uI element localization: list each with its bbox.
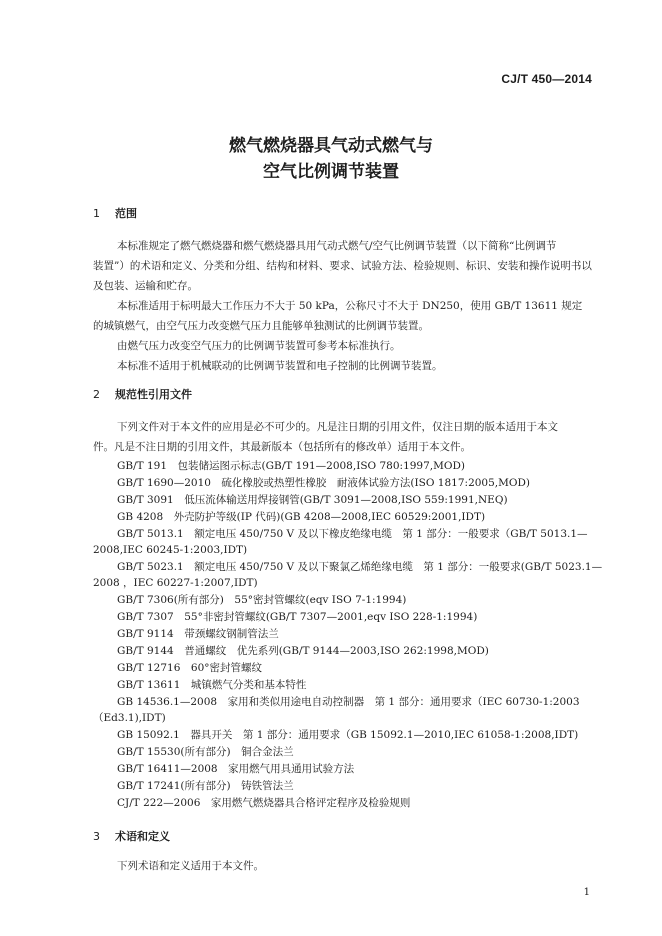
page-number: 1 <box>583 887 590 898</box>
scope-para-3: 由燃气压力改变空气压力的比例调节装置可参考本标准执行。 <box>117 340 401 352</box>
section-heading-scope <box>93 205 137 221</box>
section-number: 2 <box>93 388 100 401</box>
reference-line: GB/T 5023.1 额定电压 450/750 V 及以下聚氯乙烯绝缘电缆 第 1 部分：一般要求(GB/T 5023.1— <box>117 561 603 573</box>
scope-para-4: 本标准不适用于机械联动的比例调节装置和电子控制的比例调节装置。 <box>117 360 443 372</box>
reference-line: GB/T 5013.1 额定电压 450/750 V 及以下橡皮绝缘电缆 第 1 部分：一般要求（GB/T 5013.1— <box>117 528 588 540</box>
reference-line: GB/T 17241(所有部分) 铸铁管法兰 <box>117 780 294 792</box>
terms-intro: 下列术语和定义适用于本文件。 <box>117 860 264 872</box>
reference-line: GB/T 9114 带颈螺纹钢制管法兰 <box>117 628 279 640</box>
reference-line: GB/T 9144 普通螺纹 优先系列(GB/T 9144—2003,ISO 262:1998,MOD) <box>117 645 489 657</box>
reference-line: GB 15092.1 器具开关 第 1 部分：通用要求（GB 15092.1—2010,IEC 61058-1:2008,IDT) <box>117 729 579 741</box>
reference-line: GB/T 3091 低压流体输送用焊接钢管(GB/T 3091—2008,ISO 559:1991,NEQ) <box>117 494 508 506</box>
section-number: 3 <box>93 830 100 843</box>
section-heading-terms <box>93 828 170 844</box>
document-title <box>0 133 662 185</box>
reference-line-continued: （Ed3.1),IDT) <box>93 712 166 724</box>
title-line-1: 燃气燃烧器具气动式燃气与 <box>229 136 433 156</box>
reference-line: GB/T 7306(所有部分) 55°密封管螺纹(eqv ISO 7-1:1994) <box>117 594 407 606</box>
references-intro-line-1: 下列文件对于本文件的应用是必不可少的。凡是注日期的引用文件，仅注日期的版本适用于本文 <box>117 421 558 433</box>
reference-line: GB/T 15530(所有部分) 铜合金法兰 <box>117 746 294 758</box>
reference-line: GB/T 1690—2010 硫化橡胶或热塑性橡胶 耐液体试验方法(ISO 1817:2005,MOD) <box>117 477 531 489</box>
section-heading-normative-references <box>93 386 192 402</box>
scope-para-1-line-1: 本标准规定了燃气燃烧器和燃气燃烧器具用气动式燃气/空气比例调节装置（以下简称“比例调节 <box>117 240 557 252</box>
standard-code: CJ/T 450—2014 <box>501 72 592 86</box>
title-line-2: 空气比例调节装置 <box>263 162 399 182</box>
reference-line-continued: 2008 ，IEC 60227-1:2007,IDT) <box>93 577 258 589</box>
reference-line: GB/T 191 包装储运图示标志(GB/T 191—2008,ISO 780:1997,MOD) <box>117 460 466 472</box>
scope-para-2-line-1: 本标准适用于标明最大工作压力不大于 50 kPa，公称尺寸不大于 DN250，使用 GB/T 13611 规定 <box>117 300 583 312</box>
reference-line: GB/T 12716 60°密封管螺纹 <box>117 662 262 674</box>
references-intro-line-2: 件。凡是不注日期的引用文件，其最新版本（包括所有的修改单）适用于本文件。 <box>93 441 471 453</box>
reference-line: CJ/T 222—2006 家用燃气燃烧器具合格评定程序及检验规则 <box>117 797 411 809</box>
reference-line: GB 14536.1—2008 家用和类似用途电自动控制器 第 1 部分：通用要求（IEC 60730-1:2003 <box>117 696 580 708</box>
scope-para-1-line-3: 及包装、运输和贮存。 <box>93 280 198 292</box>
scope-para-2-line-2: 的城镇燃气，由空气压力改变燃气压力且能够单独测试的比例调节装置。 <box>93 320 429 332</box>
reference-line-continued: 2008,IEC 60245-1:2003,IDT) <box>93 544 248 556</box>
section-number: 1 <box>93 207 100 220</box>
reference-line: GB/T 16411—2008 家用燃气用具通用试验方法 <box>117 763 355 775</box>
reference-line: GB/T 7307 55°非密封管螺纹(GB/T 7307—2001,eqv ISO 228-1:1994) <box>117 611 478 623</box>
section-title: 规范性引用文件 <box>115 388 192 401</box>
scope-para-1-line-2: 装置”）的术语和定义、分类和分组、结构和材料、要求、试验方法、检验规则、标识、安装和操作说明书以 <box>93 260 592 272</box>
section-title: 术语和定义 <box>115 830 170 843</box>
reference-line: GB 4208 外壳防护等级(IP 代码)(GB 4208—2008,IEC 60529:2001,IDT) <box>117 511 486 523</box>
reference-line: GB/T 13611 城镇燃气分类和基本特性 <box>117 679 307 691</box>
section-title: 范围 <box>115 207 137 220</box>
